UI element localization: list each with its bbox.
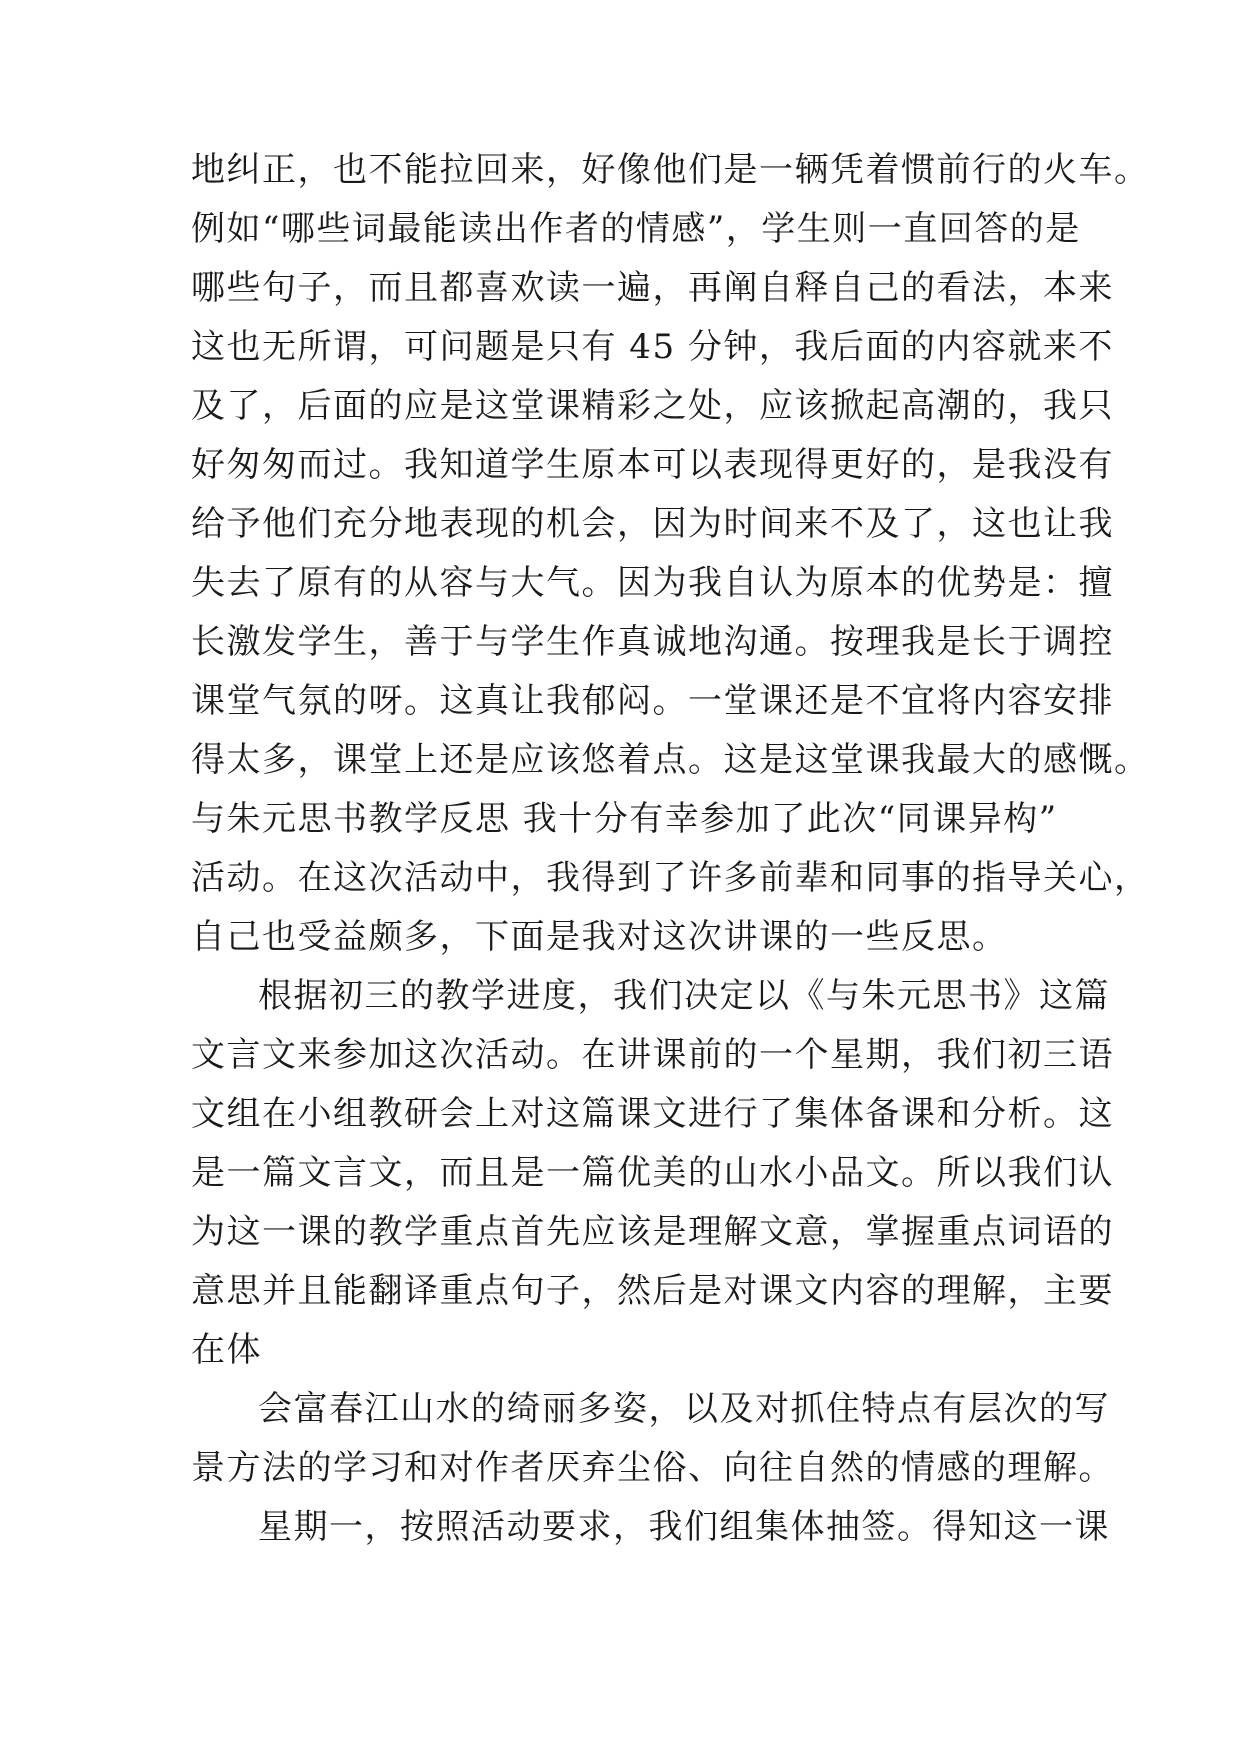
- text-line: 与朱元思书教学反思 我十分有幸参加了此次“同课异构”: [191, 799, 1058, 839]
- paragraph-first-line: 星期一，按照活动要求，我们组集体抽签。得知这一课: [258, 1507, 1110, 1547]
- text-line: 为这一课的教学重点首先应该是理解文意，掌握重点词语的: [191, 1212, 1114, 1252]
- text-line: 在体: [191, 1330, 262, 1370]
- paragraph-first-line: 会富春江山水的绮丽多姿，以及对抓住特点有层次的写: [258, 1389, 1110, 1429]
- text-line: 文组在小组教研会上对这篇课文进行了集体备课和分析。这: [191, 1094, 1114, 1134]
- paragraph-first-line: 根据初三的教学进度，我们决定以《与朱元思书》这篇: [258, 976, 1110, 1016]
- text-line: 活动。在这次活动中，我得到了许多前辈和同事的指导关心，: [191, 858, 1150, 898]
- text-line: 及了，后面的应是这堂课精彩之处，应该掀起高潮的，我只: [191, 386, 1114, 426]
- text-line: 失去了原有的从容与大气。因为我自认为原本的优势是：擅: [191, 563, 1114, 603]
- text-line: 课堂气氛的呀。这真让我郁闷。一堂课还是不宜将内容安排: [191, 681, 1114, 721]
- text-line: 文言文来参加这次活动。在讲课前的一个星期，我们初三语: [191, 1035, 1114, 1075]
- text-line: 意思并且能翻译重点句子，然后是对课文内容的理解，主要: [191, 1271, 1114, 1311]
- text-line: 给予他们充分地表现的机会，因为时间来不及了，这也让我: [191, 504, 1114, 544]
- text-line: 地纠正，也不能拉回来，好像他们是一辆凭着惯前行的火车。: [191, 150, 1150, 190]
- text-line: 自己也受益颇多，下面是我对这次讲课的一些反思。: [191, 917, 1008, 957]
- text-line: 长激发学生，善于与学生作真诚地沟通。按理我是长于调控: [191, 622, 1114, 662]
- text-line: 例如“哪些词最能读出作者的情感”，学生则一直回答的是: [191, 209, 1081, 249]
- text-line: 好匆匆而过。我知道学生原本可以表现得更好的，是我没有: [191, 445, 1114, 485]
- text-line: 得太多，课堂上还是应该悠着点。这是这堂课我最大的感慨。: [191, 740, 1150, 780]
- text-line: 是一篇文言文，而且是一篇优美的山水小品文。所以我们认: [191, 1153, 1114, 1193]
- text-line: 这也无所谓，可问题是只有 45 分钟，我后面的内容就来不: [191, 327, 1114, 367]
- text-line: 哪些句子，而且都喜欢读一遍，再阐自释自己的看法，本来: [191, 268, 1114, 308]
- text-line: 景方法的学习和对作者厌弃尘俗、向往自然的情感的理解。: [191, 1448, 1114, 1488]
